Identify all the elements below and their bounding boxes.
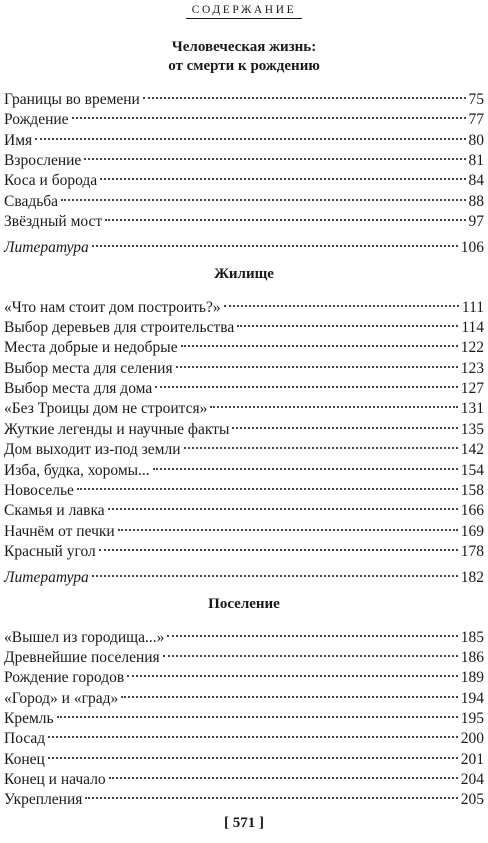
dot-leader [100,158,465,180]
dot-leader [84,138,465,160]
entry-title: Красный угол [4,542,96,560]
section-title-line: Человеческая жизнь: [171,39,317,55]
entry-page-number: 169 [460,522,484,540]
dot-leader [48,716,458,738]
entry-page-number: 81 [468,152,484,170]
entry-title: Выбор места для дома [4,380,153,398]
entry-page-number: 185 [460,628,484,646]
entry-title: «Без Троицы дом не строится» [4,400,208,418]
entry-page-number: 75 [468,91,484,108]
table-of-contents [4,38,484,809]
dot-leader [127,655,458,677]
entry-title: Коса и борода [4,172,98,190]
entry-title: Начнём от печки [4,522,115,540]
entry-title: Дом выходит из-под земли [4,441,181,459]
entry-title: Рождение городов [4,669,125,687]
entry-page-number: 127 [460,380,484,398]
entry-title: «Город» и «град» [4,689,119,707]
entry-page-number: 77 [468,111,484,129]
entry-page-number: 195 [460,709,484,727]
toc-literature-entry[interactable] [4,230,484,257]
entry-title: Конец и начало [4,770,106,788]
entry-page-number: 135 [460,420,484,438]
dot-leader [61,179,465,201]
page-number: [ 571 ] [224,815,264,831]
entry-title: «Вышел из городища...» [4,628,165,646]
entry-page-number: 97 [468,213,484,231]
dot-leader [35,118,465,140]
entry-title: Жуткие легенды и научные факты [4,420,230,438]
entry-page-number: 88 [468,192,484,210]
dot-leader [176,346,458,368]
dot-leader [153,448,458,470]
entry-title: Свадьба [4,192,59,210]
entry-page-number: 122 [460,339,484,357]
entry-page-number: 80 [468,131,484,149]
entry-page-number: 182 [460,569,484,587]
entry-page-number: 200 [460,730,484,748]
section-title-line: Поселение [208,595,280,612]
toc-literature-entry[interactable] [4,560,484,587]
section-title [4,38,484,76]
dot-leader [118,509,458,531]
entry-title: Литература [4,239,89,257]
dot-leader [224,285,459,307]
dot-leader [232,407,457,429]
page-header [0,0,488,19]
entry-page-number: 106 [460,239,484,257]
running-head: СОДЕРЖАНИЕ [186,4,303,19]
dot-leader [210,386,457,408]
dot-leader [92,555,458,577]
entry-title: Скамья и лавка [4,502,105,520]
entry-title: Места добрые и недобрые [4,339,178,357]
dot-leader [92,225,458,247]
section-title [4,595,484,614]
dot-leader [108,488,458,510]
dot-leader [105,199,465,221]
entry-page-number: 194 [460,689,484,707]
dot-leader [237,305,458,327]
entry-page-number: 205 [460,791,484,809]
entry-title: Границы во времени [4,91,140,108]
dot-leader [57,696,458,718]
entry-page-number: 142 [460,441,484,459]
entry-page-number: 166 [460,502,484,520]
dot-leader [143,77,466,99]
entry-page-number: 158 [460,481,484,499]
dot-leader [155,366,458,388]
dot-leader [181,325,458,347]
entry-title: Древнейшие поселения [4,648,160,666]
entry-page-number: 114 [461,319,484,337]
entry-page-number: 123 [460,359,484,377]
entry-page-number: 178 [460,542,484,560]
entry-page-number: 84 [468,172,484,190]
dot-leader [184,427,458,449]
section-title [4,265,484,284]
dot-leader [77,468,458,490]
entry-title: Укрепления [4,791,83,809]
entry-page-number: 131 [460,400,484,418]
entry-title: «Что нам стоит дом построить?» [4,298,221,316]
entry-title: Литература [4,569,89,587]
entry-title: Посад [4,730,46,748]
entry-title: Выбор деревьев для строительства [4,319,235,337]
entry-title: Выбор места для селения [4,359,173,377]
dot-leader [48,737,458,759]
entry-page-number: 189 [460,669,484,687]
entry-page-number: 154 [460,461,484,479]
entry-title: Рождение [4,111,69,129]
entry-title: Новоселье [4,481,74,499]
dot-leader [99,529,458,551]
dot-leader [72,97,466,119]
entry-title: Конец [4,750,45,768]
dot-leader [121,676,458,698]
entry-title: Звёздный мост [4,213,103,231]
dot-leader [167,615,457,637]
entry-title: Имя [4,131,33,149]
entry-title: Кремль [4,709,54,727]
entry-page-number: 111 [461,298,484,316]
dot-leader [85,777,457,799]
section-title-line: от смерти к рождению [168,58,320,74]
entry-title: Взросление [4,152,82,170]
toc-entry[interactable] [4,204,484,231]
entry-title: Изба, будка, хоромы... [4,461,150,479]
entry-page-number: 204 [460,770,484,788]
dot-leader [163,635,458,657]
section-title-line: Жилище [214,265,274,282]
entry-page-number: 201 [460,750,484,768]
dot-leader [109,757,458,779]
entry-page-number: 186 [460,648,484,666]
